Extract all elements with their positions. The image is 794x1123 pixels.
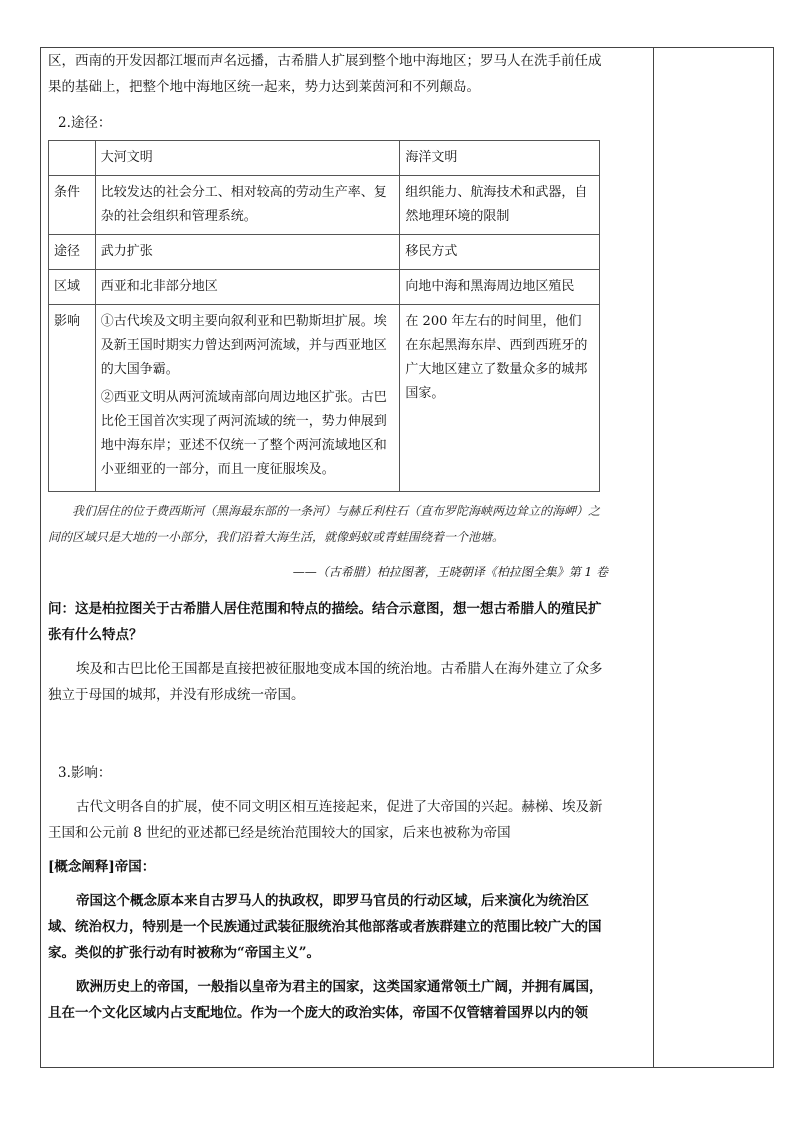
table-header-row (49, 141, 600, 176)
row-label: 条件 (49, 176, 96, 235)
river-cell: 西亚和北非部分地区 (95, 270, 400, 305)
header-river: 大河文明 (95, 141, 400, 176)
row-label: 区域 (49, 270, 96, 305)
row-label: 途径 (49, 235, 96, 270)
ocean-cell: 移民方式 (400, 235, 600, 270)
table-row (49, 235, 600, 270)
ocean-cell: 组织能力、航海技术和武器，自然地理环境的限制 (400, 176, 600, 235)
plato-quote: 我们居住的位于费西斯河（黑海最东部的一条河）与赫丘利柱石（直布罗陀海峡两边耸立的海岬）之间的区域只是大地的一小部分，我们沿着大海生活，就像蚂蚁或青蛙围绕着一个池塘。 (48, 504, 601, 544)
river-influence-2: ②西亚文明从两河流域南部向周边地区扩张。古巴比伦王国首次实现了两河流域的统一，势力伸展到地中海东岸；亚述不仅统一了整个两河流域地区和小亚细亚的一部分，而且一度征服埃及。 (100, 390, 387, 477)
quote-source: ——（古希腊）柏拉图著，王晓朝译《柏拉图全集》第 1 卷 (292, 565, 608, 579)
concept-label: [概念阐释]帝国： (48, 859, 156, 875)
answer: 埃及和古巴比伦王国都是直接把被征服地变成本国的统治地。古希腊人在海外建立了众多独立于母国的城邦，并没有形成统一帝国。 (48, 661, 603, 703)
river-cell (95, 305, 400, 492)
concept-paragraph-1: 帝国这个概念原本来自古罗马人的执政权，即罗马官员的行动区域，后来演化为统治区域、统治权力，特别是一个民族通过武装征服统治其他部落或者族群建立的范围比较广大的国家。类似的扩张行动有时被称为“帝国主义”。 (48, 893, 602, 961)
section3-heading: 3.影响： (58, 765, 112, 781)
header-empty (49, 141, 96, 176)
ocean-cell: 在 200 年左右的时间里，他们在东起黑海东岸、西到西班牙的广大地区建立了数量众多的城邦国家。 (400, 305, 600, 492)
ocean-cell: 向地中海和黑海周边地区殖民 (400, 270, 600, 305)
concept-paragraph-2: 欧洲历史上的帝国，一般指以皇帝为君主的国家，这类国家通常领土广阔，并拥有属国，且在一个文化区域内占支配地位。作为一个庞大的政治实体，帝国不仅管辖着国界以内的领 (48, 979, 603, 1021)
table-row (49, 176, 600, 235)
row-label: 影响 (49, 305, 96, 492)
influence-paragraph: 古代文明各自的扩展，使不同文明区相互连接起来，促进了大帝国的兴起。赫梯、埃及新王国和公元前 8 世纪的亚述都已经是统治范围较大的国家，后来也被称为帝国 (48, 799, 603, 841)
river-influence-1: ①古代埃及文明主要向叙利亚和巴勒斯坦扩展。埃及新王国时期实力曾达到两河流域，并与西亚地区的大国争霸。 (100, 314, 387, 377)
table-row (49, 270, 600, 305)
table-row (49, 305, 600, 492)
column-divider (653, 48, 654, 1067)
main-column (48, 48, 608, 1026)
question: 问：这是柏拉图关于古希腊人居住范围和特点的描绘。结合示意图，想一想古希腊人的殖民扩张有什么特点？ (48, 601, 602, 643)
intro-paragraph: 区，西南的开发因都江堰而声名远播，古希腊人扩展到整个地中海地区；罗马人在洗手前任成果的基础上，把整个地中海地区统一起来，势力达到莱茵河和不列颠岛。 (48, 53, 602, 95)
river-cell: 比较发达的社会分工、相对较高的劳动生产率、复杂的社会组织和管理系统。 (95, 176, 400, 235)
comparison-table (48, 140, 600, 492)
river-cell: 武力扩张 (95, 235, 400, 270)
section2-heading: 2.途径： (58, 115, 112, 131)
header-ocean: 海洋文明 (400, 141, 600, 176)
